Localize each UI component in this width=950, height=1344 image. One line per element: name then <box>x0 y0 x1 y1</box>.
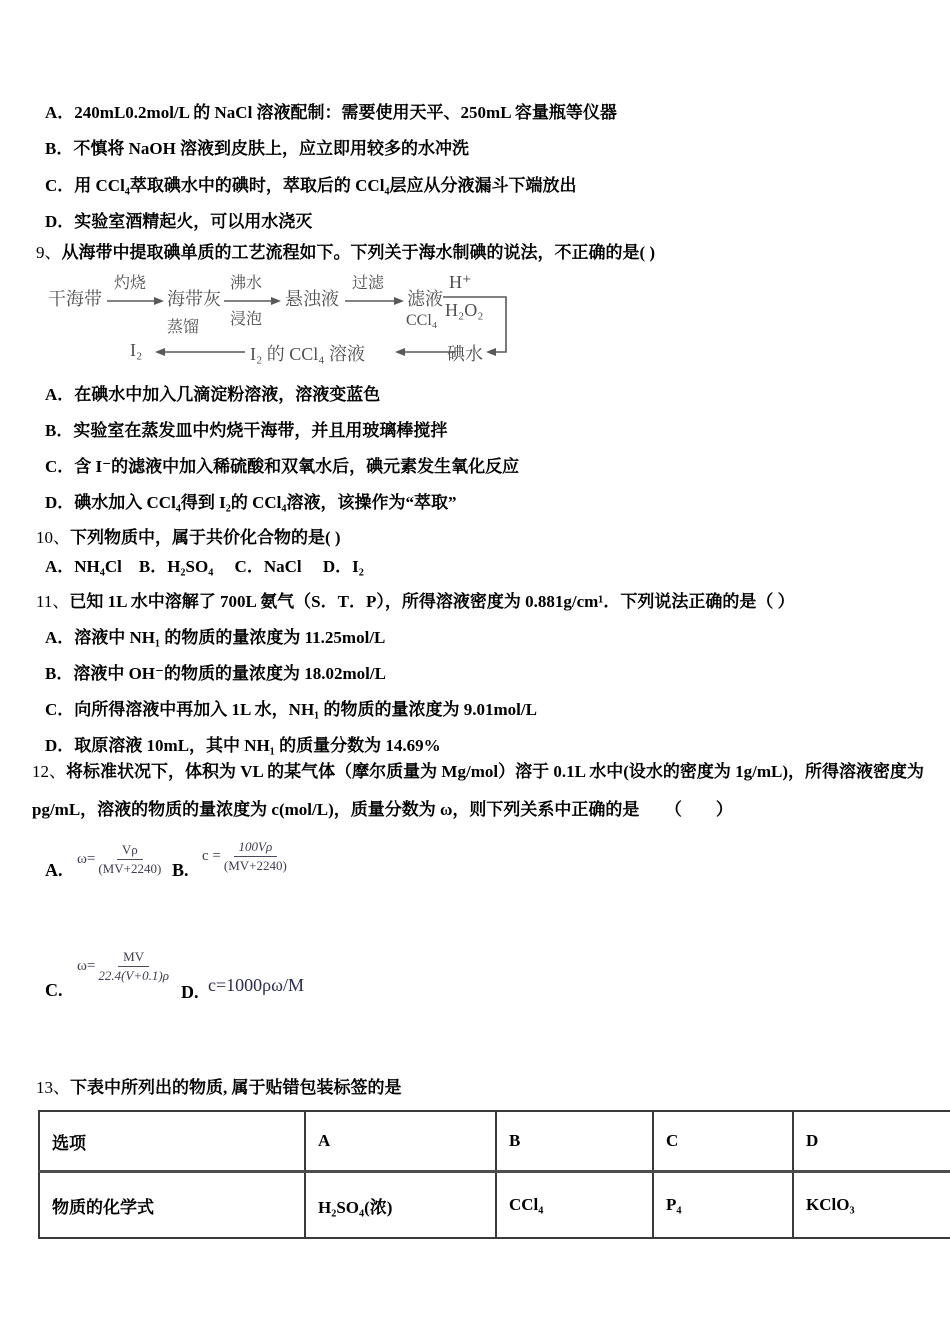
question-11-option-a: A．溶液中 NH₁ 的物质的量浓度为 11.25mol/L <box>45 628 386 647</box>
flow-label-distill: 蒸馏 <box>167 319 200 336</box>
question-11-option-d: D．取原溶液 10mL，其中 NH₁ 的质量分数为 14.69% <box>45 736 441 755</box>
question-9-option-b: B．实验室在蒸发皿中灼烧干海带，并且用玻璃棒搅拌 <box>45 421 448 440</box>
flow-node-i2: I₂ <box>130 340 143 360</box>
flow-label-h-plus: H⁺ <box>449 272 472 292</box>
flow-label-ccl4: CCl₄ <box>406 312 438 329</box>
question-9-stem <box>36 243 655 263</box>
question-11-option-b: B．溶液中 OH⁻的物质的量浓度为 18.02mol/L <box>45 664 386 683</box>
formula-a-lhs: ω= <box>77 851 96 868</box>
question-11-stem <box>36 592 795 612</box>
table-cell-d: KClO₃ <box>793 1172 950 1239</box>
flow-label-h2o2: H₂O₂ <box>445 300 484 320</box>
question-10-stem <box>36 528 341 548</box>
flow-label-filter: 过滤 <box>352 275 385 292</box>
question-9-stem-text: 从海带中提取碘单质的工艺流程如下。下列关于海水制碘的说法，不正确的是( ) <box>61 243 656 262</box>
formula-b-numerator: 100Vρ <box>234 839 278 857</box>
formula-c-numerator: MV <box>118 949 149 967</box>
table-header-option: 选项 <box>39 1111 305 1172</box>
question-12-option-a-label: A. <box>45 860 63 880</box>
formula-a-denominator: (MV+2240) <box>98 861 162 877</box>
flow-node-dry-kelp: 干海带 <box>48 289 102 309</box>
question-9-number: 9、 <box>36 243 62 262</box>
table-header-d: D <box>793 1111 950 1172</box>
question-13-stem-text: 下表中所列出的物质, 属于贴错包装标签的是 <box>70 1078 402 1097</box>
question-13-table <box>38 1110 950 1239</box>
question-11-option-c: C．向所得溶液中再加入 1L 水，NH₁ 的物质的量浓度为 9.01mol/L <box>45 700 537 719</box>
question-9-option-c: C．含 I⁻的滤液中加入稀硫酸和双氧水后，碘元素发生氧化反应 <box>45 457 520 476</box>
flow-node-i2-ccl4-solution: I₂ 的 CCl₄ 溶液 <box>250 344 366 364</box>
question-10-stem-text: 下列物质中，属于共价化合物的是( ) <box>70 528 341 547</box>
question-12-formula-c <box>77 949 169 985</box>
table-row <box>39 1172 950 1239</box>
question-12-option-c-label: C. <box>45 980 63 1000</box>
question-12-option-d-label: D. <box>181 982 199 1002</box>
table-cell-c: P₄ <box>653 1172 793 1239</box>
question-12-formula-a <box>77 842 161 878</box>
question-12-stem-text1: 将标准状况下，体积为 VL 的某气体（摩尔质量为 Mg/mol）溶于 0.1L 水中(设水的密度为 1g/mL)，所得溶液密度为 <box>66 762 925 781</box>
question-13-number: 13、 <box>36 1078 70 1097</box>
question-10-number: 10、 <box>36 528 70 547</box>
question-12-formula-d: c=1000ρω/M <box>208 975 304 995</box>
flow-node-kelp-ash: 海带灰 <box>167 289 221 309</box>
formula-b-denominator: (MV+2240) <box>223 858 287 874</box>
formula-c-lhs: ω= <box>77 958 96 975</box>
question-12-formula-b <box>202 839 287 875</box>
question-12-number: 12、 <box>32 762 66 781</box>
table-cell-a: H₂SO₄(浓) <box>305 1172 496 1239</box>
table-header-c: C <box>653 1111 793 1172</box>
flow-label-boiling-water: 沸水 <box>230 275 263 292</box>
formula-b-lhs: c = <box>202 848 221 865</box>
table-cell-formula-label: 物质的化学式 <box>39 1172 305 1239</box>
table-header-a: A <box>305 1111 496 1172</box>
table-header-b: B <box>496 1111 653 1172</box>
formula-a-numerator: Vρ <box>117 842 143 860</box>
table-header-row <box>39 1111 950 1172</box>
question-11-stem-text: 已知 1L 水中溶解了 700L 氨气（S．T．P），所得溶液密度为 0.881g/cm¹．下列说法正确的是（ ） <box>69 592 795 611</box>
flow-label-soak: 浸泡 <box>230 311 263 328</box>
question-12-stem-line2: pg/mL，溶液的物质的量浓度为 c(mol/L)，质量分数为 ω，则下列关系中正确的是 （ ） <box>32 800 733 819</box>
question-12-option-b-label: B. <box>172 860 189 880</box>
question-8-option-b: B．不慎将 NaOH 溶液到皮肤上，应立即用较多的水冲洗 <box>45 139 470 158</box>
table-cell-b: CCl₄ <box>496 1172 653 1239</box>
question-10-options-line: A．NH₄Cl B．H₂SO₄ C．NaCl D．I₂ <box>45 557 364 576</box>
flow-node-iodine-water: 碘水 <box>447 344 483 364</box>
question-9-option-d: D．碘水加入 CCl₄得到 I₂的 CCl₄溶液，该操作为“萃取” <box>45 493 457 512</box>
flow-node-filtrate: 滤液 <box>407 289 443 309</box>
question-11-number: 11、 <box>36 592 70 611</box>
question-8-option-c: C．用 CCl₄萃取碘水中的碘时，萃取后的 CCl₄层应从分液漏斗下端放出 <box>45 176 577 195</box>
flow-label-roast: 灼烧 <box>114 275 147 292</box>
question-13-stem <box>36 1078 402 1098</box>
flow-node-suspension: 悬浊液 <box>285 289 339 309</box>
question-12-stem-line1 <box>32 762 924 782</box>
question-8-option-d: D．实验室酒精起火，可以用水浇灭 <box>45 212 313 231</box>
formula-c-denominator: 22.4(V+0.1)ρ <box>98 968 169 984</box>
question-9-option-a: A．在碘水中加入几滴淀粉溶液，溶液变蓝色 <box>45 385 381 404</box>
question-8-option-a: A．240mL0.2mol/L 的 NaCl 溶液配制：需要使用天平、250mL 容量瓶等仪器 <box>45 103 617 122</box>
iodine-extraction-flow-diagram <box>46 268 526 376</box>
